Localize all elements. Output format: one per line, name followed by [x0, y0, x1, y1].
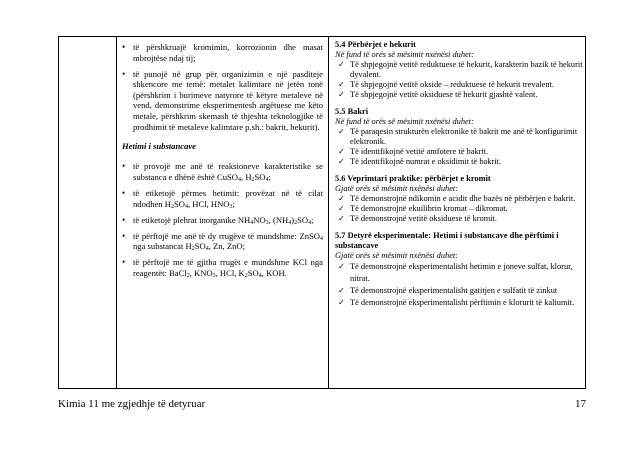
list-item: • të përshkruajë kromimin, korrozionin dhe masat mbrojtëse ndaj tij;: [116, 42, 323, 63]
lessons-column: [331, 36, 583, 309]
check-item: ✓ Të demonstrojnë ndikomin e acidit dhe bazës në përbërjen e bakrit.: [335, 194, 583, 204]
list-item: • të përftojë me të gjitha rrugët e mundshme KCl nga reagentët: BaCl$_2$, $KNO_3$, HCl, $K_2SO_4$, KOH.: [116, 257, 323, 278]
list-item: • të provojë me anë të reaksioneve karakteristike se substanca e dhënë është CuSO$_4$, $H_2SO_4$;: [116, 161, 323, 182]
page-footer: [58, 398, 586, 412]
check-item: ✓ Të shpjegojnë vetitë oksiduese të hekurit gjashtë valent.: [335, 90, 583, 100]
list-item: • të përftojë me anë të dy rrugëve të mundshme: ZnSO$_4$ nga substancat $H_2SO_4$, Zn, ZnO;: [116, 231, 323, 252]
section-title: 5.4 Përbërjet e hekurit: [335, 40, 416, 49]
section-title: 5.6 Veprimtari praktike: përbërjet e kromit: [335, 174, 491, 183]
check-item: ✓ Të demonstrojnë eksperimentalisht gatitjen e sulfatit të zinkut: [335, 285, 583, 297]
section-subtitle: Gjatë orës së mësimit nxënësi duhet:: [335, 251, 459, 260]
check-item: ✓ Të paraqesin strukturën elektronike të bakrit me anë të konfigurimit elektronik.: [335, 127, 583, 147]
list-item: • të etiketojë plehrat inorganike $NH_4NO_3$, $(NH_4)_2SO_4$;: [116, 215, 323, 226]
section-subtitle: Në fund të orës së mësimit nxënësi duhet:: [335, 117, 474, 126]
objectives-column: [116, 36, 323, 284]
section-subtitle: Gjatë orës së mësimit nxënësi duhet:: [335, 184, 459, 193]
list-item: • të punojë në grup për organizimin e një pasditeje shkencore me temë: metalet kalimtare në jetën tonë (përshkrim i burimeve natyrore të këtyre metaleve në vend, demonstrime eksperimentesh argëtuese me këto metale, përshkrim skemash të thjeshta teknologjike të prodhimit të metaleve kalimtare p.sh.: bakrit, hekurit).: [116, 69, 323, 133]
table-left-border: [58, 36, 59, 389]
check-item: ✓ Të shpjegojnë vetitë okside – reduktuese të hekurit trevalent.: [335, 80, 583, 90]
section-title: 5.5 Bakri: [335, 107, 369, 116]
page-number: 17: [575, 398, 586, 410]
check-item: ✓ Të identifikojnë vetitë amfotere të bakrit.: [335, 147, 583, 157]
check-item: ✓ Të demonstrojnë vetitë oksiduese të kromit.: [335, 214, 583, 224]
section-subtitle: Në fund të orës së mësimit nxënësi duhet:: [335, 50, 474, 59]
check-item: ✓ Të demonstrojnë eksperimentalisht përftimin e klorurit të kaliumit.: [335, 297, 583, 309]
check-item: ✓ Të shpjegojnë vetitë reduktuese të hekurit, karakterin bazik të hekurit dyvalent.: [335, 60, 583, 80]
list-item: • të etiketojë përmes hetimit: provëzat në të cilat ndodhen $H_2SO_4$, HCl, $HNO_3$;: [116, 188, 323, 209]
footer-title: Kimia 11 me zgjedhje të detyruar: [58, 398, 206, 410]
table-right-border: [585, 36, 586, 389]
table-bottom-border: [58, 388, 586, 389]
section-title: 5.7 Detyrë eksperimentale: Hetimi i substancave dhe përftimi i substancave: [335, 231, 559, 250]
curriculum-table: [58, 36, 586, 389]
check-item: ✓ Të identifikojnë numrat e oksidimit të bakrit.: [335, 157, 583, 167]
check-item: ✓ Të demonstrojnë ekuilibrin kromat – dikromat.: [335, 204, 583, 214]
section-heading: Hetimi i substancave: [122, 141, 196, 152]
column-divider-2: [328, 36, 329, 389]
check-item: ✓ Të demonstrojnë eksperimentalisht hetimin e joneve sulfat, klorur, nitrat.: [335, 261, 583, 285]
